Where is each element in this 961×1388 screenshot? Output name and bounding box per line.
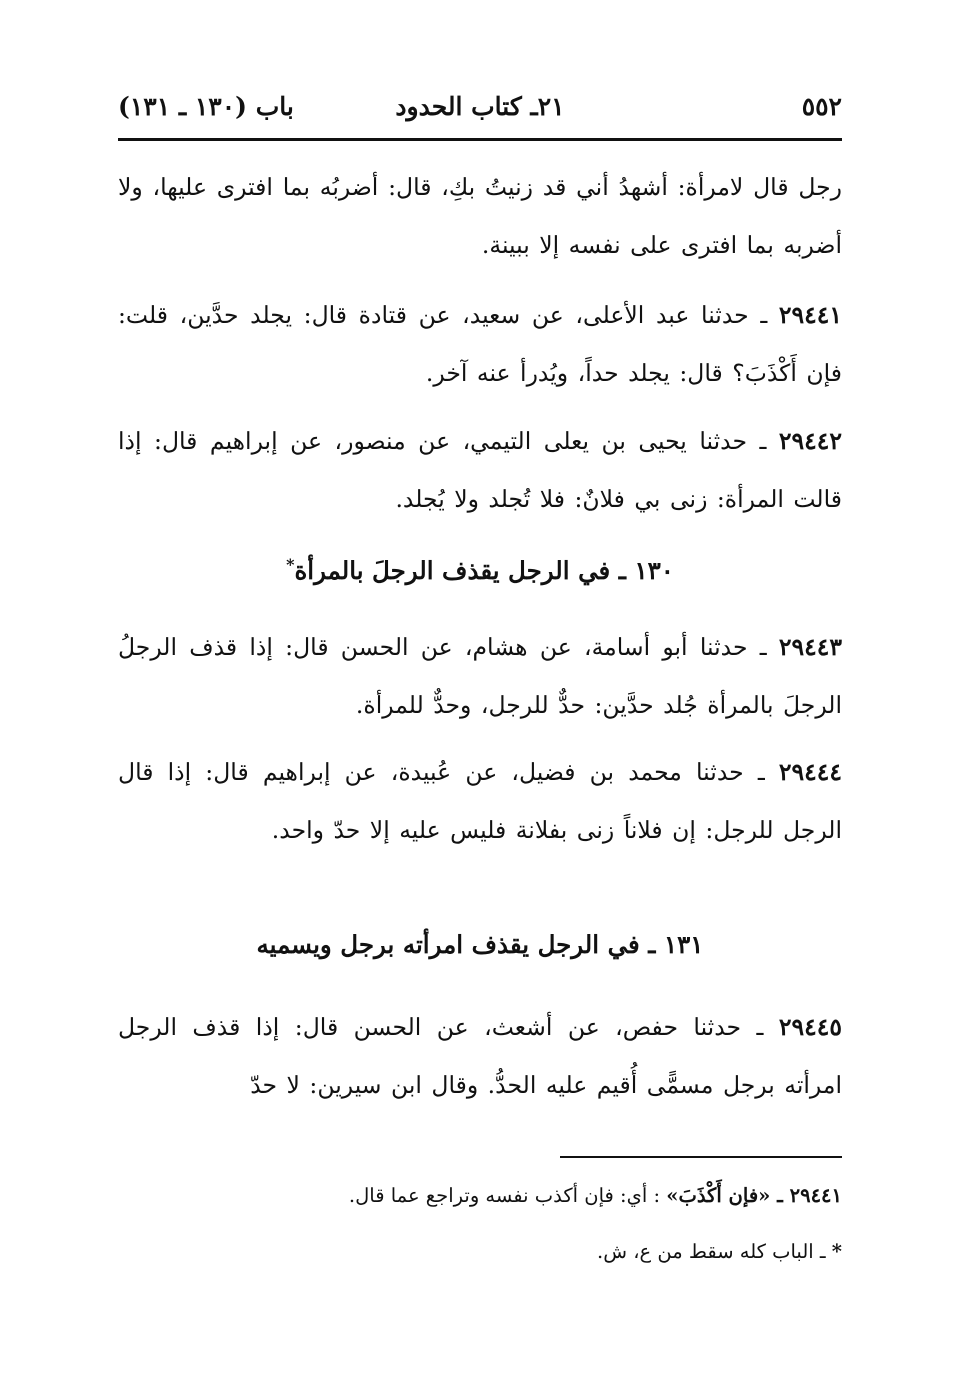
asterisk-mark: * [286, 555, 295, 574]
hadith-29445 [118, 998, 842, 1114]
hadith-29443 [118, 618, 842, 734]
footnote-text: ـ الباب كله سقط من ع، ش. [597, 1240, 832, 1263]
page-number: ٥٥٢ [801, 92, 842, 121]
chapter-range: باب (١٣٠ ـ ١٣١) [118, 92, 294, 121]
hadith-29442 [118, 412, 842, 528]
footnote-text: : أي: فإن أكذب نفسه وتراجع عما قال. [348, 1184, 667, 1207]
hadith-text: ـ حدثنا يحيى بن يعلى التيمي، عن منصور، عن إبراهيم قال: إذا قالت المرأة: زنى بي فلانٌ: فلا تُجلد ولا يُجلد. [118, 427, 842, 513]
hadith-29444 [118, 743, 842, 859]
footnote-term: ـ «فإن أَكْذَبَ» [666, 1184, 790, 1207]
hadith-text: ـ حدثنا أبو أسامة، عن هشام، عن الحسن قال: إذا قذف الرجلُ الرجلَ بالمرأة جُلد حدَّين: حدٌّ للرجل، وحدٌّ للمرأة. [118, 633, 842, 719]
page-header [118, 88, 842, 132]
hadith-text: ـ حدثنا محمد بن فضيل، عن عُبيدة، عن إبراهيم قال: إذا قال الرجل للرجل: إن فلاناً زنى بفلانة فليس عليه إلا حدّ واحد. [118, 758, 842, 844]
chapter-title: ١٣٠ ـ في الرجل يقذف الرجلَ بالمرأة [294, 556, 674, 586]
hadith-number: ٢٩٤٤١ [778, 301, 842, 329]
hadith-text: ـ حدثنا عبد الأعلى، عن سعيد، عن قتادة قال: يجلد حدَّين، قلت: فإن أَكْذَبَ؟ قال: يجلد حداً، ويُدرأ عنه آخر. [118, 301, 842, 387]
hadith-number: ٢٩٤٤٢ [778, 427, 842, 455]
hadith-number: ٢٩٤٤٣ [778, 633, 842, 661]
hadith-number: ٢٩٤٤٥ [778, 1013, 842, 1041]
footnote-asterisk [118, 1240, 842, 1263]
footnote-number: ٢٩٤٤١ [789, 1184, 842, 1207]
book-title: ٢١ـ كتاب الحدود [395, 92, 565, 121]
chapter-title: ١٣١ ـ في الرجل يقذف امرأته برجل ويسميه [256, 930, 704, 959]
footnote-29441 [118, 1184, 842, 1207]
chapter-heading-130 [118, 555, 842, 585]
asterisk-mark: * [831, 1240, 842, 1263]
hadith-number: ٢٩٤٤٤ [778, 758, 842, 786]
hadith-29441 [118, 286, 842, 402]
hadith-text: ـ حدثنا حفص، عن أشعث، عن الحسن قال: إذا قذف الرجل امرأته برجل مسمًّى أُقيم عليه الحدُّ. وقال ابن سيرين: لا حدّ [118, 1013, 842, 1099]
continuation-paragraph: رجل قال لامرأة: أشهدُ أني قد زنيتُ بكِ، قال: أضربُه بما افترى عليها، ولا أضربه بما افترى على نفسه إلا ببينة. [118, 173, 842, 259]
header-rule [118, 138, 842, 141]
chapter-heading-131 [118, 930, 842, 959]
footnote-rule [560, 1156, 842, 1158]
